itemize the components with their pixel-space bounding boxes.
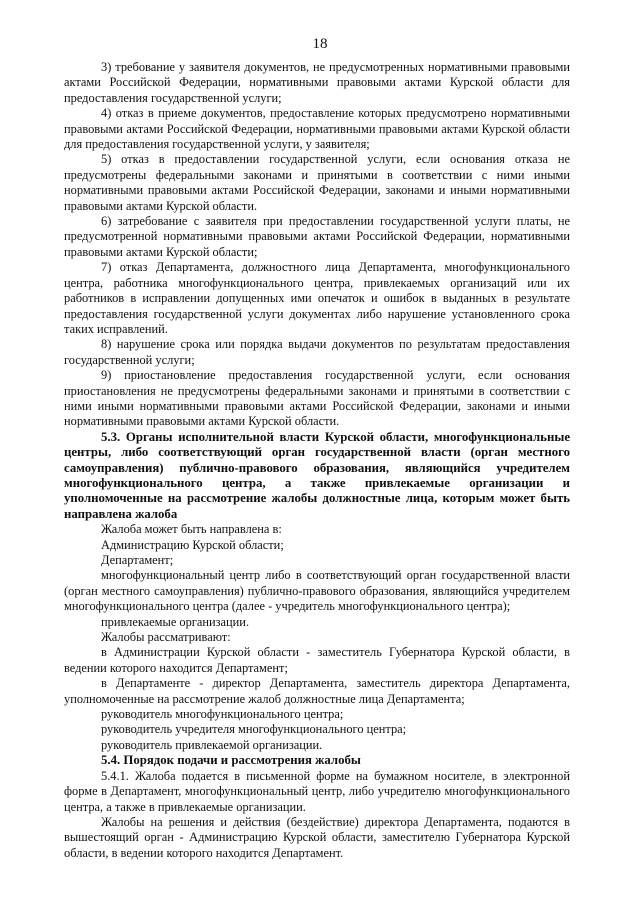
section-heading-5-3: 5.3. Органы исполнительной власти Курской области, многофункциональные центры, либо соответствующий орган государственной власти (орган местного самоуправления) публично-правового образования, являющийся учредителем многофункционального центра, а также привлекаемые организации и уполномоченные на рассмотрение жалобы должностные лица, которым может быть направлена жалоба [64, 429, 570, 521]
paragraph: руководитель привлекаемой организации. [101, 737, 323, 752]
paragraph: Департамент; [101, 553, 174, 567]
paragraph: Жалобы рассматривают: [101, 630, 231, 645]
paragraph: Жалоба может быть направлена в: [101, 522, 282, 537]
page-number: 18 [312, 36, 328, 52]
list-item-7: 7) отказ Департамента, должностного лица Департамента, многофункционального центра, работника многофункционального центра, привлекаемых организаций или их работников в исправлении допущенных ими опечаток и ошибок в выданных в результате предоставления государственной услуги документах либо нарушение установленного срока таких исправлений. [64, 260, 570, 336]
document-body [64, 60, 570, 861]
paragraph: Администрацию Курской области; [101, 537, 284, 552]
list-item-9: 9) приостановление предоставления государственной услуги, если основания приостановления не предусмотрены федеральными законами и принятыми в соответствии с ними иными нормативными правовыми актами Российской Федерации, законами и иными нормативными правовыми актами Курской области. [64, 368, 570, 429]
paragraph: 5.4.1. Жалоба подается в письменной форме на бумажном носителе, в электронной форме в Департамент, многофункциональный центр, либо учредителю многофункционального центра, а также в привлекаемые организации. [64, 768, 570, 814]
list-item-5: 5) отказ в предоставлении государственной услуги, если основания отказа не предусмотрены федеральными законами и принятыми в соответствии с ними иными нормативными правовыми актами Российской Федерации, законами и иными нормативными правовыми актами Курской области. [64, 152, 570, 213]
paragraph: в Администрации Курской области - заместитель Губернатора Курской области, в ведении которого находится Департамент; [64, 645, 570, 675]
paragraph: Жалобы на решения и действия (бездействие) директора Департамента, подаются в вышестоящий орган - Администрацию Курской области, заместителю Губернатора Курской области, в ведении которого находится Департамент. [64, 814, 570, 860]
paragraph: привлекаемые организации. [101, 614, 250, 629]
paragraph: руководитель учредителя многофункционального центра; [101, 722, 407, 737]
list-item-3: 3) требование у заявителя документов, не предусмотренных нормативными правовыми актами Российской Федерации, нормативными правовыми актами Курской области для предоставления государственной услуги; [64, 60, 570, 105]
paragraph: многофункциональный центр либо в соответствующий орган государственной власти (орган местного самоуправления) публично-правового образования, являющийся учредителем многофункционального центра (далее - учредитель многофункционального центра); [64, 568, 570, 614]
paragraph: руководитель многофункционального центра; [101, 707, 344, 722]
section-heading-5-4: 5.4. Порядок подачи и рассмотрения жалобы [101, 753, 361, 768]
list-item-8: 8) нарушение срока или порядка выдачи документов по результатам предоставления государственной услуги; [64, 337, 570, 367]
paragraph: в Департаменте - директор Департамента, заместитель директора Департамента, уполномоченные на рассмотрение жалоб должностные лица Департамента; [64, 676, 570, 706]
list-item-4: 4) отказ в приеме документов, предоставление которых предусмотрено нормативными правовыми актами Российской Федерации, нормативными правовыми актами Курской области для предоставления государственной услуги, у заявителя; [64, 106, 570, 152]
list-item-6: 6) затребование с заявителя при предоставлении государственной услуги платы, не предусмотренной нормативными правовыми актами Российской Федерации, нормативными правовыми актами Курской области; [64, 214, 570, 259]
